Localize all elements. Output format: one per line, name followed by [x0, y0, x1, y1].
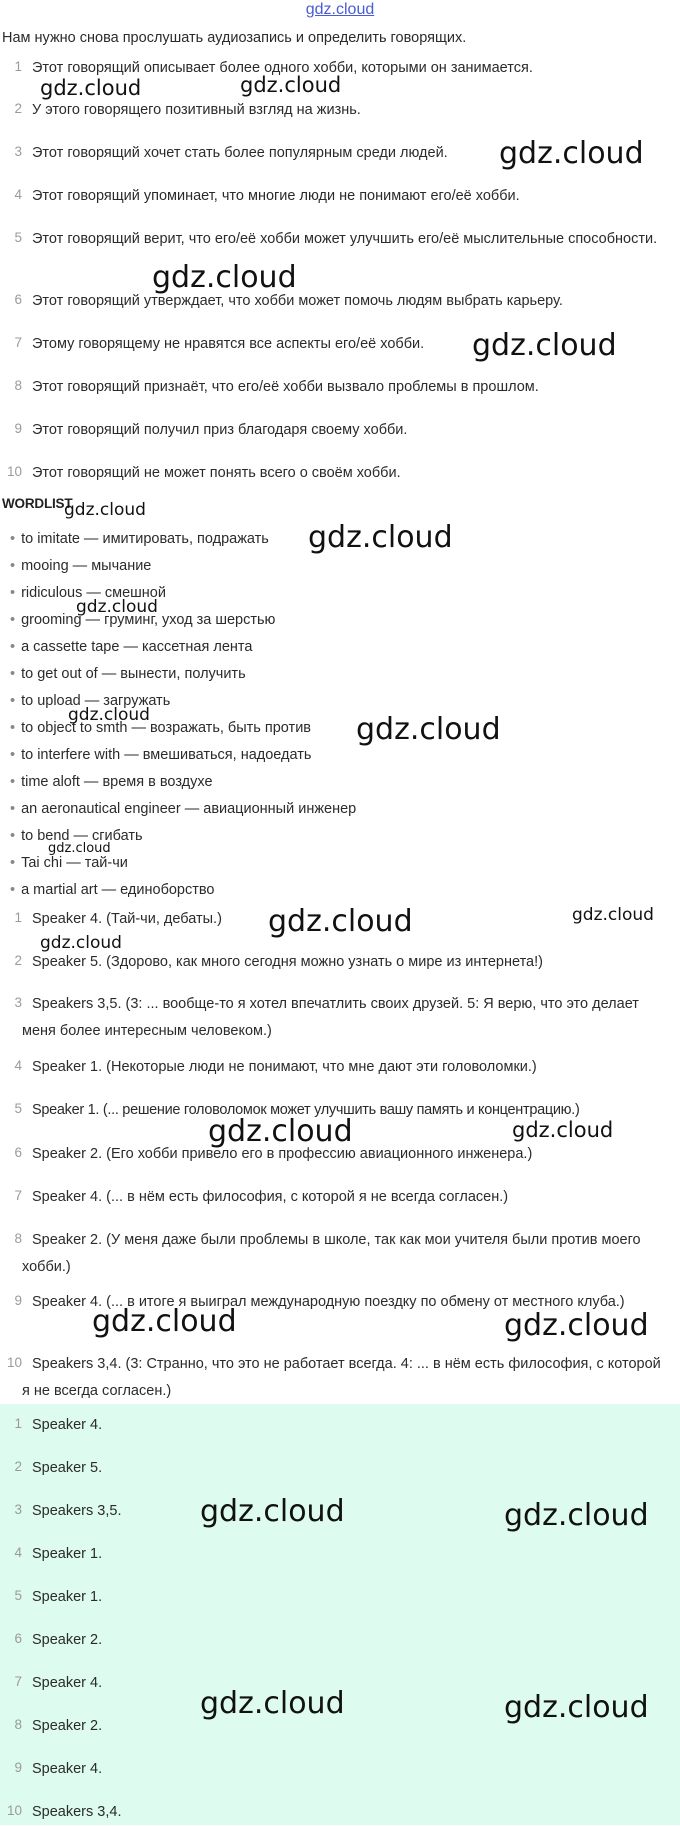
wordlist-item: • to imitate — имитировать, подражать [10, 531, 269, 547]
explanation-number: 5 [14, 1101, 22, 1116]
question-text: Этому говорящему не нравятся все аспекты его/её хобби. [32, 336, 425, 352]
explanation-text: Speaker 1. (... решение головоломок может улучшить вашу память и концентрацию.) [32, 1102, 580, 1118]
wordlist-item: • time aloft — время в воздухе [10, 774, 213, 790]
answer-text: Speaker 1. [32, 1546, 103, 1562]
question-text: Этот говорящий не может понять всего о своём хобби. [32, 465, 401, 481]
answer-number: 3 [14, 1502, 22, 1517]
wordlist-item: • to object to smth — возражать, быть против [10, 720, 311, 736]
watermark: gdz.cloud [499, 136, 644, 171]
watermark: gdz.cloud [472, 328, 617, 363]
wordlist-item: • a martial art — единоборство [10, 882, 215, 898]
watermark: gdz.cloud [40, 76, 142, 100]
explanation-text: Speakers 3,5. (3: ... вообще-то я хотел впечатлить своих друзей. 5: Я верю, что это делает меня более интересным человеком.) [22, 996, 639, 1039]
answer-number: 9 [14, 1760, 22, 1775]
watermark: gdz.cloud [152, 260, 297, 295]
watermark: gdz.cloud [48, 841, 111, 856]
wordlist-item: • a cassette tape — кассетная лента [10, 639, 253, 655]
watermark: gdz.cloud [76, 597, 158, 617]
answer-text: Speakers 3,4. [32, 1804, 122, 1820]
explanation-number: 10 [6, 1355, 22, 1370]
explanation-number: 3 [14, 995, 22, 1010]
question-number: 3 [14, 144, 22, 159]
answer-text: Speaker 4. [32, 1761, 103, 1777]
question-number: 8 [14, 378, 22, 393]
question-text: Этот говорящий признаёт, что его/её хобби вызвало проблемы в прошлом. [32, 379, 539, 395]
answer-number: 7 [14, 1674, 22, 1689]
wordlist-item: • ridiculous — смешной [10, 585, 166, 601]
question-text: Этот говорящий получил приз благодаря своему хобби. [32, 422, 408, 438]
answer-text: Speaker 2. [32, 1632, 103, 1648]
explanation-text: Speaker 4. (Тай-чи, дебаты.) [32, 911, 222, 927]
question-number: 7 [14, 335, 22, 350]
watermark: gdz.cloud [40, 933, 122, 953]
watermark: gdz.cloud [572, 905, 654, 925]
explanation-text: Speaker 2. (У меня даже были проблемы в школе, так как мои учителя были против моего хобби.) [22, 1232, 641, 1275]
answer-text: Speaker 4. [32, 1675, 103, 1691]
explanation-number: 1 [14, 910, 22, 925]
wordlist-item: • to interfere with — вмешиваться, надоедать [10, 747, 312, 763]
wordlist-item: • mooing — мычание [10, 558, 152, 574]
explanation-text: Speaker 5. (Здорово, как много сегодня можно узнать о мире из интернета!) [32, 954, 543, 970]
watermark: gdz.cloud [268, 904, 413, 939]
wordlist-item: • to get out of — вынести, получить [10, 666, 246, 682]
answer-number: 6 [14, 1631, 22, 1646]
answer-number: 5 [14, 1588, 22, 1603]
watermark: gdz.cloud [308, 520, 453, 555]
answer-number: 10 [6, 1803, 22, 1818]
explanation-number: 7 [14, 1188, 22, 1203]
question-text: Этот говорящий верит, что его/её хобби может улучшить его/её мыслительные способности. [32, 231, 658, 247]
question-number: 4 [14, 187, 22, 202]
answer-text: Speaker 5. [32, 1460, 103, 1476]
watermark: gdz.cloud [504, 1498, 649, 1533]
question-number: 6 [14, 292, 22, 307]
watermark: gdz.cloud [356, 712, 501, 747]
answer-text: Speaker 4. [32, 1417, 103, 1433]
answers-panel [0, 1404, 680, 1825]
explanation-number: 8 [14, 1231, 22, 1246]
question-number: 5 [14, 230, 22, 245]
question-text: У этого говорящего позитивный взгляд на жизнь. [32, 102, 361, 118]
explanation-number: 6 [14, 1145, 22, 1160]
watermark: gdz.cloud [92, 1304, 237, 1339]
task-intro: Нам нужно снова прослушать аудиозапись и определить говорящих. [2, 30, 467, 46]
watermark: gdz.cloud [504, 1690, 649, 1725]
answer-number: 8 [14, 1717, 22, 1732]
question-number: 2 [14, 101, 22, 116]
answer-text: Speakers 3,5. [32, 1503, 122, 1519]
explanation-number: 4 [14, 1058, 22, 1073]
explanation-text: Speaker 2. (Его хобби привело его в профессию авиационного инженера.) [32, 1146, 533, 1162]
watermark: gdz.cloud [504, 1308, 649, 1343]
wordlist-item: • Tai chi — тай-чи [10, 855, 128, 871]
watermark: gdz.cloud [64, 500, 146, 520]
answer-text: Speaker 2. [32, 1718, 103, 1734]
question-number: 10 [6, 464, 22, 479]
watermark: gdz.cloud [200, 1494, 345, 1529]
question-text: Этот говорящий утверждает, что хобби может помочь людям выбрать карьеру. [32, 293, 563, 309]
watermark: gdz.cloud [512, 1118, 614, 1142]
question-number: 1 [14, 59, 22, 74]
explanation-text: Speaker 1. (Некоторые люди не понимают, что мне дают эти головоломки.) [32, 1059, 537, 1075]
answer-number: 4 [14, 1545, 22, 1560]
question-text: Этот говорящий хочет стать более популярным среди людей. [32, 145, 448, 161]
watermark: gdz.cloud [200, 1686, 345, 1721]
wordlist-item: • grooming — груминг, уход за шерстью [10, 612, 276, 628]
wordlist-item: • to upload — загружать [10, 693, 171, 709]
watermark: gdz.cloud [240, 73, 342, 97]
explanation-text: Speaker 4. (... в итоге я выиграл международную поездку по обмену от местного клуба.) [32, 1294, 625, 1310]
answer-text: Speaker 1. [32, 1589, 103, 1605]
answer-number: 2 [14, 1459, 22, 1474]
explanation-text: Speaker 4. (... в нём есть философия, с которой я не всегда согласен.) [32, 1189, 509, 1205]
explanation-text: Speakers 3,4. (3: Странно, что это не работает всегда. 4: ... в нём есть философия, с которой я не всегда согласен.) [22, 1356, 661, 1399]
watermark: gdz.cloud [208, 1114, 353, 1149]
wordlist-title: WORDLIST [2, 496, 73, 511]
question-number: 9 [14, 421, 22, 436]
explanation-number: 9 [14, 1293, 22, 1308]
site-logo[interactable]: gdz.cloud [305, 1, 375, 18]
watermark: gdz.cloud [68, 705, 150, 725]
explanation-number: 2 [14, 953, 22, 968]
wordlist-item: • to bend — сгибать [10, 828, 143, 844]
wordlist-item: • an aeronautical engineer — авиационный инженер [10, 801, 357, 817]
question-text: Этот говорящий описывает более одного хобби, которыми он занимается. [32, 60, 533, 76]
answer-number: 1 [14, 1416, 22, 1431]
question-text: Этот говорящий упоминает, что многие люди не понимают его/её хобби. [32, 188, 520, 204]
